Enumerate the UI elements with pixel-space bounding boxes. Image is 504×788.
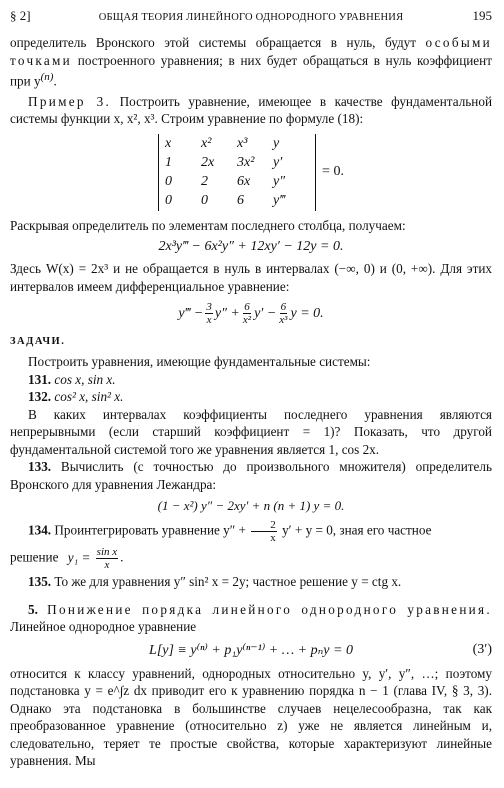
equation-differential [10, 301, 492, 326]
task-135 [10, 573, 492, 591]
example-text: Построить уравнение, имеющее в качестве фундаментальной системы функции x, x², x³. Строим уравнение по формуле (18): [10, 93, 493, 127]
tasks-heading: ЗАДАЧИ. [10, 336, 66, 348]
task-number: 135. [28, 574, 52, 590]
frac-denominator: x² [242, 314, 252, 327]
task-131 [10, 371, 492, 389]
det-cell: y‴ [273, 192, 286, 208]
section-5-paragraph: относится к классу уравнений, однородных относительно y, y′, y″, …; поэтому подстановка y = e^∫z dx приводит его к уравнению порядка n − 1 (глава IV, § 3, 3). Однако эта подстановка в большинстве случаев нецелесообразна, так как преобразованное уравнение (относительно z) уже не является линейным и, следовательно, теряет те простые свойства, которые характеризуют линейные уравнения. Мы [10, 665, 492, 769]
fraction [205, 301, 213, 326]
tasks-intro: Построить уравнения, имеющие фундаментальные системы: [28, 354, 371, 370]
task-text: cos x, sin x. [51, 371, 116, 387]
task-134-solution [10, 546, 492, 571]
eq-diff-part: y″ + [214, 305, 240, 321]
solution-lhs: y₁ = [67, 549, 91, 565]
task-number: 132. [28, 389, 52, 405]
paragraph-expand: Раскрывая определитель по элементам последнего столбца, получаем: [10, 217, 406, 233]
para1-text-a: определитель Вронского этой системы обращается в нуль, будут [10, 35, 426, 50]
section-5-heading [10, 601, 492, 636]
task-132 [10, 388, 492, 406]
det-cell: x³ [237, 135, 248, 151]
frac-numerator: 6 [244, 301, 250, 314]
task-text: y′ + y = 0, зная его частное [282, 522, 432, 538]
task-134 [10, 519, 492, 544]
task-number: 133. [28, 459, 52, 475]
frac-numerator: 3 [206, 301, 212, 314]
det-cell: 6x [237, 173, 251, 189]
det-cell: 2x [201, 154, 215, 170]
section-number: 5. [28, 601, 38, 617]
det-cell: 0 [201, 192, 209, 208]
eq-diff-part: y = 0. [290, 305, 324, 321]
det-cell: 0 [165, 173, 173, 189]
frac-denominator: x [206, 314, 212, 327]
task-question: В каких интервалах коэффициенты последнего уравнения являются непрерывными (если старший коэффициент = 1)? Показать, что другой фундаментальной системой того же уравнения является 1, cos 2x. [10, 406, 492, 457]
frac-numerator: 2 [251, 519, 277, 532]
det-cell: y″ [273, 173, 286, 189]
book-page [10, 8, 492, 770]
det-cell: 0 [165, 192, 173, 208]
task-text: Вычислить (с точностью до произвольного множителя) определитель Вронского для уравнения Лежандра: [10, 459, 492, 492]
para1-superscript: (n) [40, 71, 54, 83]
example-3 [10, 93, 492, 128]
running-header [10, 8, 492, 24]
frac-denominator: x [270, 532, 276, 545]
equation-body: L[y] ≡ y⁽ⁿ⁾ + p₁y⁽ⁿ⁻¹⁾ + … + pₙy = 0 [149, 642, 353, 658]
determinant [158, 134, 316, 211]
section-title: Понижение порядка линейного однородного уравнения. [37, 601, 492, 617]
task-number: 134. [28, 522, 52, 538]
section-intro: Линейное однородное уравнение [10, 619, 197, 635]
header-section: § 2] [10, 8, 31, 23]
task-text: То же для уравнения y″ sin² x = 2y; частное решение y = ctg x. [51, 574, 402, 590]
det-cell: 2 [201, 173, 209, 189]
legendre-equation: (1 − x²) y″ − 2xy′ + n (n + 1) y = 0. [157, 498, 345, 514]
frac-denominator: x³ [279, 314, 288, 327]
para1-spaced-term: особыми точками [10, 35, 492, 68]
header-title: ОБЩАЯ ТЕОРИЯ ЛИНЕЙНОГО ОДНОРОДНОГО УРАВНЕНИЯ [98, 12, 404, 23]
fraction [242, 301, 252, 326]
det-cell: 1 [165, 154, 173, 170]
page-number: 195 [472, 8, 492, 23]
task-text: Проинтегрировать уравнение y″ + [51, 522, 246, 538]
equation-expanded: 2x³y‴ − 6x²y″ + 12xy′ − 12y = 0. [158, 239, 344, 255]
para1-text-b: построенного уравнения; в них будет обращаться в нуль коэффициент при y [10, 52, 492, 89]
fraction [96, 546, 118, 571]
det-cell: x [165, 135, 172, 151]
task-133 [10, 458, 492, 493]
para1-text-c: . [53, 73, 57, 89]
frac-numerator: 6 [280, 301, 287, 314]
paragraph-wronskian [10, 34, 492, 90]
eq-diff-part: y‴ − [178, 305, 204, 321]
determinant-rhs: = 0. [322, 164, 344, 180]
equation-3prime [10, 642, 492, 659]
frac-denominator: x [104, 559, 110, 572]
fraction [251, 519, 277, 544]
task-number: 131. [28, 371, 52, 387]
eq-diff-part: y′ − [254, 305, 277, 321]
det-cell: 6 [237, 192, 245, 208]
det-cell: 3x² [237, 154, 255, 170]
det-cell: y′ [273, 154, 283, 170]
solution-end: . [120, 549, 124, 565]
det-cell: y [273, 135, 280, 151]
example-label: Пример 3. [28, 93, 112, 109]
frac-numerator: sin x [96, 546, 118, 559]
paragraph-here: Здесь W(x) = 2x³ и не обращается в нуль в интервалах (−∞, 0) и (0, +∞). Для этих интервалов имеем дифференциальное уравнение: [10, 261, 492, 294]
determinant-equation [10, 134, 492, 211]
task-text: cos² x, sin² x. [51, 389, 124, 405]
det-cell: x² [201, 135, 212, 151]
equation-number: (3′) [472, 642, 492, 658]
solution-label: решение [10, 549, 59, 565]
fraction [278, 301, 288, 326]
